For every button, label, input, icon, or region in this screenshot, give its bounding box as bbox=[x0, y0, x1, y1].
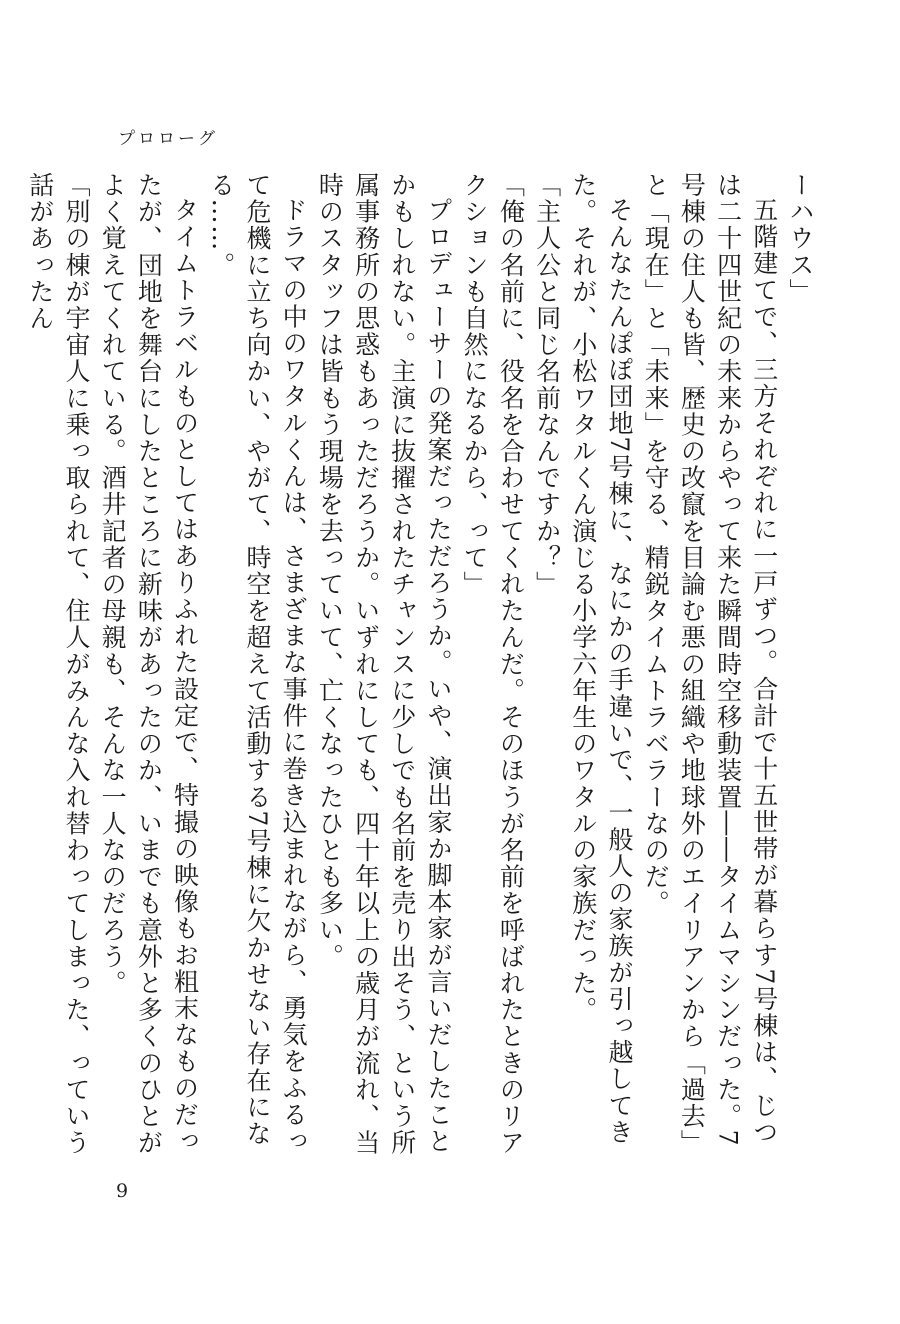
page-number: 9 bbox=[116, 1180, 129, 1202]
dialogue-line: 「主人公と同じ名前なんですか？」 bbox=[532, 172, 562, 598]
dialogue-line: 「別の棟が宇宙人に乗っ取られて、住人がみんな入れ替わってしまった、っていう話があったん bbox=[25, 172, 91, 1157]
paragraph: ドラマの中のワタルくんは、さまざまな事件に巻き込まれながら、勇気をふるって危機に立ち向かい、やがて、時空を超えて活動する7号棟に欠かせない存在になる……。 bbox=[206, 172, 309, 1155]
paragraph: 五階建てで、三方それぞれに一戸ずつ。合計で十五世帯が暮らす7号棟は、じつは二十四世紀の未来からやって来た瞬間時空移動装置――タイムマシンだった。7号棟の住人も皆、歴史の改竄を目論む悪の組織や地球外のエイリアンから「過去」と「現在」と「未来」を守る、精鋭タイムトラベラーなのだ。 bbox=[641, 172, 779, 1157]
body-text bbox=[25, 172, 818, 1162]
dialogue-line: 「俺の名前に、役名を合わせてくれたんだ。そのほうが名前を呼ばれたときのリアクションも自然になるから、って」 bbox=[460, 172, 526, 1157]
paragraph: タイムトラベルものとしてはありふれた設定で、特撮の映像もお粗末なものだったが、団地を舞台にしたところに新味があったのか、いまでも意外と多くのひとがよく覚えてくれている。酒井記者の母親も、そんな一人なのだろう。 bbox=[98, 172, 200, 1157]
running-head: プロローグ bbox=[118, 129, 218, 149]
paragraph: プロデューサーの発案だっただろうか。いや、演出家か脚本家が言いだしたことかもしれない。主演に抜擢されたチャンスに少しでも名前を売り出そう、という所属事務所の思惑もあっただろうか。いずれにしても、四十年以上の歳月が流れ、当時のスタッフは皆もう現場を去っていて、亡くなったひとも多い。 bbox=[315, 172, 453, 1157]
paragraph: そんなたんぽぽ団地7号棟に、なにかの手違いで、一般人の家族が引っ越してきた。それが、小松ワタルくん演じる小学六年生のワタルの家族だった。 bbox=[568, 172, 634, 1146]
paragraph: ーハウス」 bbox=[786, 172, 815, 305]
